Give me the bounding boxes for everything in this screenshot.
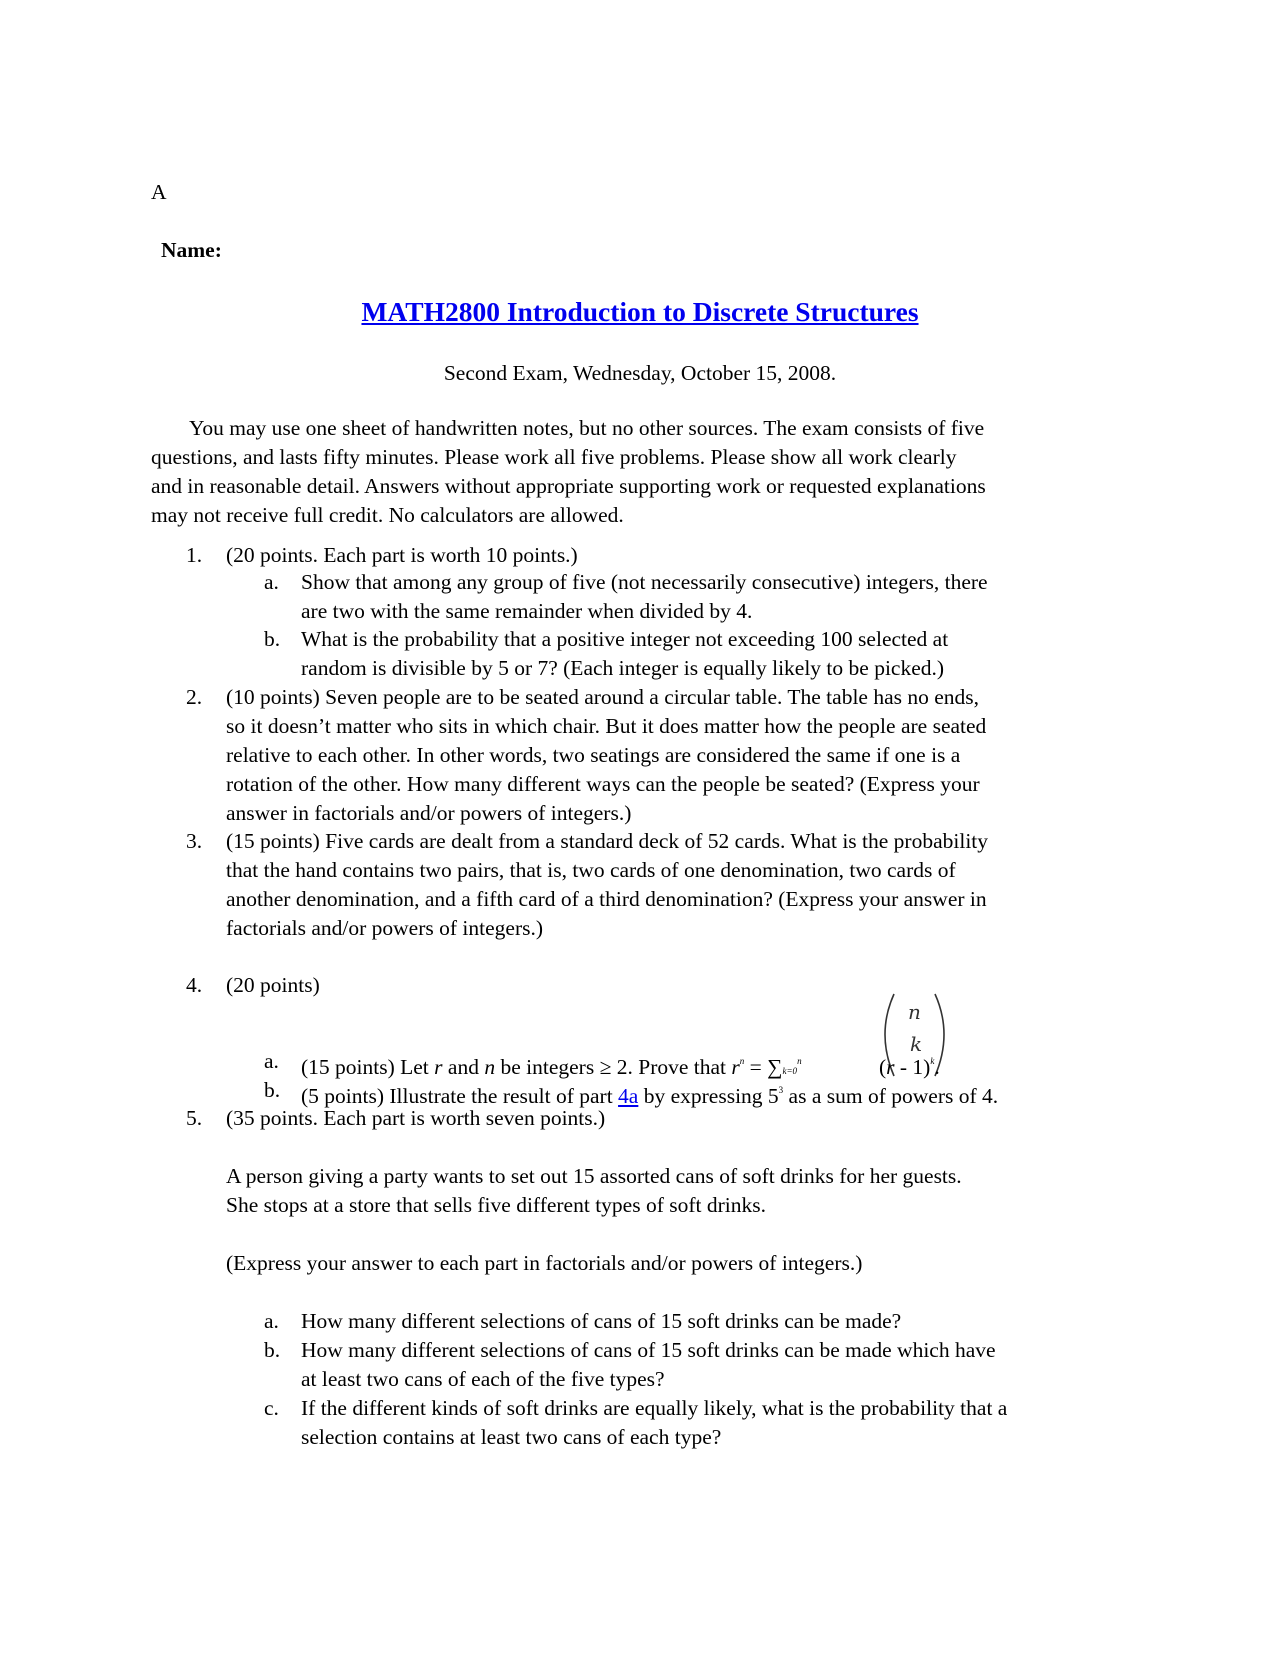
math-var-r: r [886, 1055, 895, 1079]
question-text [226, 827, 1126, 943]
text-line: If the different kinds of soft drinks are equally likely, what is the probability that a [301, 1396, 1008, 1420]
question-text: (20 points) [226, 973, 320, 997]
text-run: . [934, 1055, 940, 1079]
part-label: a. [264, 1049, 279, 1073]
page-mark: A [151, 180, 167, 204]
question-number: 1. [186, 543, 203, 567]
text-run: and [442, 1055, 485, 1079]
binomial-top: n [908, 1000, 921, 1024]
text-line: selection contains at least two cans of each type? [301, 1425, 722, 1449]
text-run: ( [878, 1055, 887, 1079]
text-line: She stops at a store that sells five different types of soft drinks. [226, 1193, 766, 1217]
text-run: (15 points) Let [301, 1055, 435, 1079]
instructions-line: may not receive full credit. No calculators are allowed. [151, 503, 624, 527]
part-label: a. [264, 570, 279, 594]
part-text: How many different selections of cans of 15 soft drinks can be made? [301, 1309, 902, 1333]
part-label: b. [264, 1338, 281, 1362]
part-label: b. [264, 627, 281, 651]
math-var-r: r [731, 1055, 740, 1079]
text-line: Show that among any group of five (not necessarily consecutive) integers, there [301, 570, 988, 594]
instructions-line: and in reasonable detail. Answers without appropriate supporting work or requested explanations [151, 474, 986, 498]
text-line: (10 points) Seven people are to be seated around a circular table. The table has no ends, [226, 685, 980, 709]
text-line: are two with the same remainder when divided by 4. [301, 599, 753, 623]
part-text [301, 1394, 1131, 1452]
instructions-line: questions, and lasts fifty minutes. Please work all five problems. Please show all work clearly [151, 445, 957, 469]
text-run: be integers ≥ 2. Prove that [495, 1055, 732, 1079]
question-number: 2. [186, 685, 203, 709]
text-run: by expressing 5 [638, 1084, 779, 1108]
course-title-link[interactable]: MATH2800 Introduction to Discrete Structures [361, 296, 919, 327]
text-line: random is divisible by 5 or 7? (Each integer is equally likely to be picked.) [301, 656, 945, 680]
name-label: Name: [161, 238, 222, 262]
text-run: (5 points) Illustrate the result of part [301, 1084, 619, 1108]
superscript: n [739, 1056, 745, 1066]
superscript: 3 [778, 1085, 784, 1095]
part-4a-link[interactable]: 4a [618, 1084, 639, 1108]
question-paragraph [226, 1162, 1126, 1220]
text-line: What is the probability that a positive integer not exceeding 100 selected at [301, 627, 949, 651]
text-line: relative to each other. In other words, two seatings are considered the same if one is a [226, 743, 961, 767]
question-text: (20 points. Each part is worth 10 points.) [226, 543, 578, 567]
text-line: factorials and/or powers of integers.) [226, 916, 544, 940]
question-text [226, 683, 1126, 828]
question-text: (35 points. Each part is worth seven points.) [226, 1106, 606, 1130]
text-line: rotation of the other. How many different ways can the people be seated? (Express your [226, 772, 980, 796]
instructions-paragraph [151, 414, 1141, 530]
math-var-n: n [484, 1055, 496, 1079]
binomial-bottom: k [910, 1032, 923, 1056]
part-label: a. [264, 1309, 279, 1333]
superscript: k [930, 1056, 935, 1066]
subscript: k=0 [782, 1066, 798, 1076]
text-line: at least two cans of each of the five types? [301, 1367, 665, 1391]
part-text [301, 1336, 1131, 1394]
text-line: A person giving a party wants to set out 15 assorted cans of soft drinks for her guests. [226, 1164, 962, 1188]
text-line: so it doesn’t matter who sits in which chair. But it does matter how the people are seated [226, 714, 987, 738]
part-label: b. [264, 1078, 281, 1102]
text-line: another denomination, and a fifth card of a third denomination? (Express your answer in [226, 887, 987, 911]
question-number: 5. [186, 1106, 203, 1130]
sum-symbol: = ∑ [744, 1055, 783, 1079]
part-text [301, 625, 1131, 683]
question-number: 3. [186, 829, 203, 853]
math-var-r: r [434, 1055, 443, 1079]
superscript: n [797, 1056, 802, 1066]
text-line: answer in factorials and/or powers of integers.) [226, 801, 632, 825]
part-label: c. [264, 1396, 279, 1420]
text-run: - 1) [894, 1055, 931, 1079]
instructions-line: You may use one sheet of handwritten notes, but no other sources. The exam consists of five [189, 416, 985, 440]
question-paragraph: (Express your answer to each part in factorials and/or powers of integers.) [226, 1251, 863, 1275]
exam-subtitle: Second Exam, Wednesday, October 15, 2008. [443, 361, 837, 385]
text-line: How many different selections of cans of 15 soft drinks can be made which have [301, 1338, 996, 1362]
text-line: that the hand contains two pairs, that is, two cards of one denomination, two cards of [226, 858, 956, 882]
text-run: as a sum of powers of 4. [783, 1084, 999, 1108]
text-line: (15 points) Five cards are dealt from a standard deck of 52 cards. What is the probability [226, 829, 989, 853]
question-number: 4. [186, 973, 203, 997]
part-text [301, 568, 1131, 626]
